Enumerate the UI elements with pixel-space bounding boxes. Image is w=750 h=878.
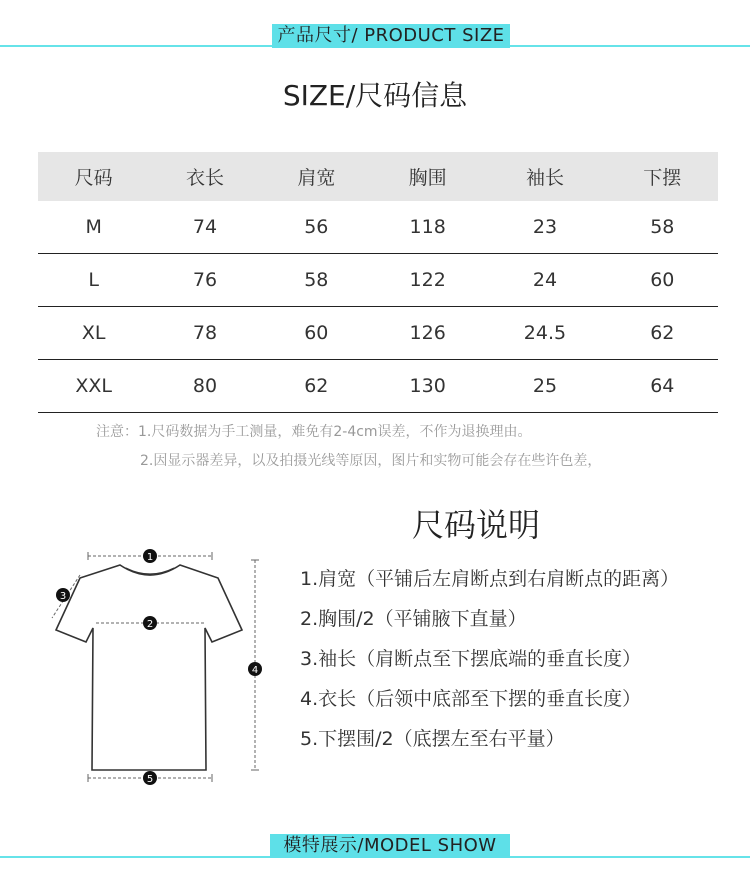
svg-text:1: 1 — [146, 552, 154, 563]
header-cell: 袖长 — [483, 152, 606, 201]
header-cell: 下摆 — [607, 152, 718, 201]
header-cell: 胸围 — [372, 152, 483, 201]
guide-item-sleeve: 3.袖长（肩断点至下摆底端的垂直长度） — [300, 648, 642, 670]
table-cell: 23 — [483, 201, 606, 254]
table-cell: 62 — [607, 307, 718, 360]
tshirt-outline — [56, 565, 242, 770]
tshirt-diagram — [40, 540, 270, 790]
table-cell: 74 — [149, 201, 260, 254]
table-cell: 122 — [372, 254, 483, 307]
table-cell: M — [38, 201, 149, 254]
table-cell: 62 — [261, 360, 372, 413]
svg-text:5: 5 — [146, 774, 154, 785]
guide-item-length: 4.衣长（后领中底部至下摆的垂直长度） — [300, 688, 642, 710]
table-cell: 24 — [483, 254, 606, 307]
table-row — [38, 360, 718, 413]
marker-4 — [248, 662, 262, 676]
guide-item-shoulder: 1.肩宽（平铺后左肩断点到右肩断点的距离） — [300, 568, 680, 590]
note-line-2: 2.因显示器差异，以及拍摄光线等原因，图片和实物可能会存在些许色差， — [140, 453, 602, 469]
header-cell: 尺码 — [38, 152, 149, 201]
size-guide-title: 尺码说明 — [412, 506, 541, 544]
table-header-row — [38, 152, 718, 201]
table-row — [38, 201, 718, 254]
svg-text:3: 3 — [59, 591, 67, 602]
svg-text:4: 4 — [251, 665, 259, 676]
table-cell: XL — [38, 307, 149, 360]
table-cell: 25 — [483, 360, 606, 413]
table-cell: L — [38, 254, 149, 307]
table-cell: 126 — [372, 307, 483, 360]
svg-text:2: 2 — [146, 619, 154, 630]
table-cell: 64 — [607, 360, 718, 413]
table-cell: 58 — [607, 201, 718, 254]
table-cell: 118 — [372, 201, 483, 254]
table-cell: 130 — [372, 360, 483, 413]
model-show-banner: 模特展示/MODEL SHOW — [270, 834, 510, 858]
guide-item-chest: 2.胸围/2（平铺腋下直量） — [300, 608, 527, 630]
marker-2 — [143, 616, 157, 630]
table-cell: 80 — [149, 360, 260, 413]
table-cell: 60 — [607, 254, 718, 307]
table-cell: 60 — [261, 307, 372, 360]
table-row — [38, 254, 718, 307]
guide-item-hem: 5.下摆围/2（底摆左至右平量） — [300, 728, 565, 750]
header-cell: 肩宽 — [261, 152, 372, 201]
table-row — [38, 307, 718, 360]
size-table — [38, 152, 718, 413]
product-size-banner: 产品尺寸/ PRODUCT SIZE — [272, 24, 510, 48]
marker-5 — [143, 771, 157, 785]
table-cell: 58 — [261, 254, 372, 307]
note-line-1: 注意：1.尺码数据为手工测量，难免有2-4cm误差，不作为退换理由。 — [96, 424, 532, 440]
header-cell: 衣长 — [149, 152, 260, 201]
table-cell: 78 — [149, 307, 260, 360]
table-cell: XXL — [38, 360, 149, 413]
table-cell: 24.5 — [483, 307, 606, 360]
table-cell: 56 — [261, 201, 372, 254]
page-title: SIZE/尺码信息 — [282, 79, 468, 112]
marker-3 — [56, 588, 70, 602]
marker-1 — [143, 549, 157, 563]
table-cell: 76 — [149, 254, 260, 307]
